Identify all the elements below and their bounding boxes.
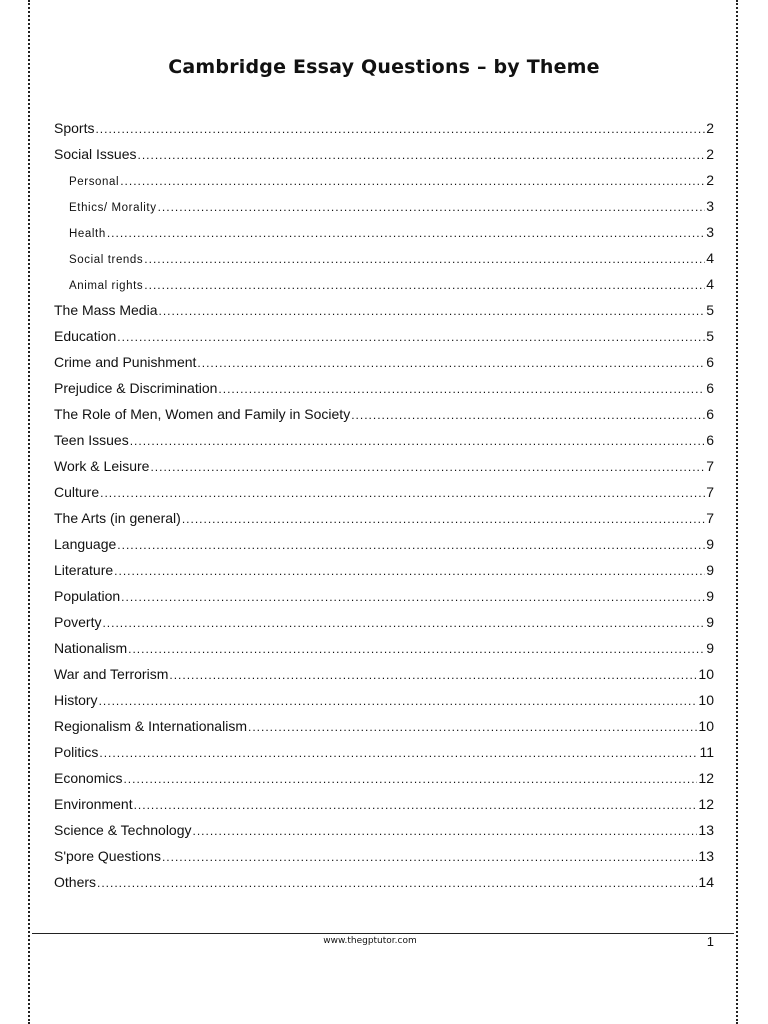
toc-leader-dots (120, 171, 705, 191)
toc-leader-dots (99, 743, 698, 763)
toc-subentry[interactable] (54, 222, 714, 248)
toc-entry-label: Language (54, 536, 117, 552)
toc-leader-dots (158, 301, 705, 321)
toc-entry-label: Ethics/ Morality (69, 202, 157, 214)
toc-entry-page: 3 (706, 198, 714, 214)
toc-entry-page: 9 (706, 588, 714, 604)
toc-entry-label: Animal rights (69, 280, 144, 292)
toc-entry-label: The Role of Men, Women and Family in Society (54, 406, 351, 422)
toc-entry-page: 13 (698, 848, 714, 864)
toc-entry-page: 7 (706, 510, 714, 526)
toc-entry-label: Culture (54, 484, 100, 500)
toc-entry[interactable] (54, 456, 714, 482)
toc-subentry[interactable] (54, 196, 714, 222)
toc-entry[interactable] (54, 508, 714, 534)
toc-entry-page: 9 (706, 614, 714, 630)
toc-entry-page: 5 (706, 328, 714, 344)
toc-entry[interactable] (54, 430, 714, 456)
toc-leader-dots (130, 431, 705, 451)
toc-entry-page: 12 (698, 796, 714, 812)
toc-entry-page: 6 (706, 432, 714, 448)
toc-leader-dots (218, 379, 705, 399)
toc-entry-page: 10 (698, 718, 714, 734)
toc-leader-dots (137, 145, 705, 165)
toc-entry-page: 2 (706, 146, 714, 162)
toc-entry-label: Sports (54, 120, 95, 136)
toc-entry[interactable] (54, 352, 714, 378)
toc-leader-dots (128, 639, 705, 659)
toc-entry[interactable] (54, 742, 714, 768)
toc-leader-dots (193, 821, 698, 841)
toc-entry-page: 9 (706, 562, 714, 578)
toc-leader-dots (102, 613, 705, 633)
toc-leader-dots (99, 691, 698, 711)
table-of-contents (54, 118, 714, 898)
toc-entry[interactable] (54, 482, 714, 508)
toc-entry-label: Teen Issues (54, 432, 129, 448)
toc-entry[interactable] (54, 690, 714, 716)
toc-entry-label: Economics (54, 770, 123, 786)
toc-entry-label: Crime and Punishment (54, 354, 197, 370)
toc-entry-page: 4 (706, 276, 714, 292)
toc-entry-page: 7 (706, 484, 714, 500)
toc-entry-label: Literature (54, 562, 114, 578)
toc-entry-label: Science & Technology (54, 822, 192, 838)
page-title: Cambridge Essay Questions – by Theme (168, 56, 600, 78)
footer-page-number: 1 (706, 934, 714, 949)
toc-leader-dots (248, 717, 697, 737)
toc-leader-dots (107, 223, 705, 243)
toc-entry-page: 12 (698, 770, 714, 786)
toc-entry-label: S'pore Questions (54, 848, 161, 864)
toc-entry-label: Regionalism & Internationalism (54, 718, 247, 734)
toc-entry[interactable] (54, 664, 714, 690)
toc-entry[interactable] (54, 144, 714, 170)
toc-entry-label: Others (54, 874, 97, 890)
toc-leader-dots (197, 353, 705, 373)
toc-leader-dots (134, 795, 698, 815)
toc-entry[interactable] (54, 794, 714, 820)
toc-entry-page: 14 (698, 874, 714, 890)
toc-leader-dots (97, 873, 697, 893)
toc-entry-label: Population (54, 588, 121, 604)
toc-entry-label: The Arts (in general) (54, 510, 181, 526)
toc-leader-dots (182, 509, 705, 529)
toc-entry-page: 9 (706, 640, 714, 656)
toc-leader-dots (117, 535, 705, 555)
footer-divider (32, 933, 734, 934)
toc-entry[interactable] (54, 846, 714, 872)
toc-entry-label: Education (54, 328, 117, 344)
toc-entry-page: 10 (698, 666, 714, 682)
toc-entry-page: 7 (706, 458, 714, 474)
toc-entry[interactable] (54, 820, 714, 846)
toc-leader-dots (351, 405, 705, 425)
toc-leader-dots (144, 249, 705, 269)
toc-entry-page: 4 (706, 250, 714, 266)
toc-entry-page: 9 (706, 536, 714, 552)
toc-leader-dots (150, 457, 705, 477)
toc-entry-page: 6 (706, 406, 714, 422)
toc-entry[interactable] (54, 118, 714, 144)
toc-entry-label: Social trends (69, 254, 144, 266)
toc-entry-label: Politics (54, 744, 99, 760)
toc-entry-label: Environment (54, 796, 133, 812)
toc-entry-page: 13 (698, 822, 714, 838)
toc-entry-label: Work & Leisure (54, 458, 150, 474)
toc-leader-dots (123, 769, 697, 789)
toc-entry-page: 10 (698, 692, 714, 708)
footer-url[interactable]: www.thegptutor.com (323, 936, 417, 946)
toc-entry-label: Health (69, 228, 106, 240)
toc-subentry[interactable] (54, 170, 714, 196)
toc-entry[interactable] (54, 404, 714, 430)
toc-entry-label: The Mass Media (54, 302, 158, 318)
toc-leader-dots (162, 847, 697, 867)
toc-entry[interactable] (54, 638, 714, 664)
toc-entry[interactable] (54, 300, 714, 326)
toc-entry-page: 6 (706, 380, 714, 396)
toc-entry-label: Social Issues (54, 146, 137, 162)
toc-leader-dots (169, 665, 697, 685)
toc-entry[interactable] (54, 378, 714, 404)
toc-entry-label: War and Terrorism (54, 666, 169, 682)
toc-leader-dots (144, 275, 705, 295)
toc-entry-page: 3 (706, 224, 714, 240)
toc-leader-dots (100, 483, 705, 503)
toc-entry-label: Nationalism (54, 640, 128, 656)
toc-entry[interactable] (54, 560, 714, 586)
toc-leader-dots (114, 561, 705, 581)
toc-leader-dots (121, 587, 705, 607)
toc-entry-page: 11 (699, 744, 714, 760)
page-border-left (28, 0, 30, 1024)
toc-entry-label: Prejudice & Discrimination (54, 380, 218, 396)
page-border-right (736, 0, 738, 1024)
toc-leader-dots (95, 119, 705, 139)
toc-entry-page: 2 (706, 120, 714, 136)
toc-entry[interactable] (54, 586, 714, 612)
toc-entry-label: History (54, 692, 98, 708)
toc-subentry[interactable] (54, 248, 714, 274)
toc-leader-dots (117, 327, 705, 347)
toc-entry[interactable] (54, 716, 714, 742)
toc-entry-page: 2 (706, 172, 714, 188)
toc-entry[interactable] (54, 872, 714, 898)
toc-subentry[interactable] (54, 274, 714, 300)
toc-entry-page: 6 (706, 354, 714, 370)
toc-leader-dots (158, 197, 706, 217)
toc-entry[interactable] (54, 612, 714, 638)
toc-entry-page: 5 (706, 302, 714, 318)
toc-entry-label: Poverty (54, 614, 102, 630)
toc-entry[interactable] (54, 326, 714, 352)
toc-entry-label: Personal (69, 176, 120, 188)
toc-entry[interactable] (54, 768, 714, 794)
toc-entry[interactable] (54, 534, 714, 560)
